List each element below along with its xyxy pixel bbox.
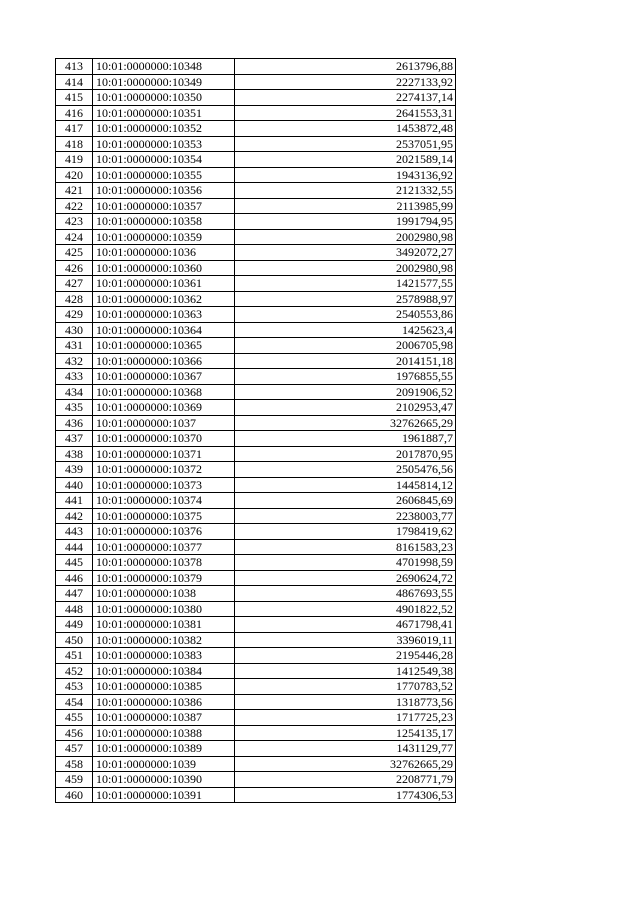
cadastral-number-cell: 10:01:0000000:1038 — [93, 586, 235, 602]
value-cell: 1991794,95 — [235, 214, 456, 230]
table-row — [56, 152, 456, 168]
row-number-cell: 421 — [56, 183, 93, 199]
table-row — [56, 570, 456, 586]
table-row — [56, 167, 456, 183]
row-number-cell: 444 — [56, 539, 93, 555]
table-row — [56, 307, 456, 323]
table-row — [56, 245, 456, 261]
value-cell: 2537051,95 — [235, 136, 456, 152]
cadastral-number-cell: 10:01:0000000:10352 — [93, 121, 235, 137]
value-cell: 4867693,55 — [235, 586, 456, 602]
data-table — [55, 58, 456, 803]
cadastral-number-cell: 10:01:0000000:10386 — [93, 694, 235, 710]
cadastral-number-cell: 10:01:0000000:10365 — [93, 338, 235, 354]
cadastral-number-cell: 10:01:0000000:10378 — [93, 555, 235, 571]
table-row — [56, 214, 456, 230]
row-number-cell: 458 — [56, 756, 93, 772]
row-number-cell: 435 — [56, 400, 93, 416]
cadastral-number-cell: 10:01:0000000:10375 — [93, 508, 235, 524]
table-row — [56, 369, 456, 385]
table-row — [56, 105, 456, 121]
value-cell: 4901822,52 — [235, 601, 456, 617]
cadastral-number-cell: 10:01:0000000:10382 — [93, 632, 235, 648]
cadastral-number-cell: 10:01:0000000:10368 — [93, 384, 235, 400]
value-cell: 32762665,29 — [235, 756, 456, 772]
cadastral-number-cell: 10:01:0000000:10370 — [93, 431, 235, 447]
row-number-cell: 446 — [56, 570, 93, 586]
cadastral-number-cell: 10:01:0000000:10350 — [93, 90, 235, 106]
cadastral-number-cell: 10:01:0000000:10356 — [93, 183, 235, 199]
table-row — [56, 741, 456, 757]
table-row — [56, 136, 456, 152]
row-number-cell: 426 — [56, 260, 93, 276]
value-cell: 2017870,95 — [235, 446, 456, 462]
table-row — [56, 725, 456, 741]
value-cell: 2021589,14 — [235, 152, 456, 168]
cadastral-number-cell: 10:01:0000000:10387 — [93, 710, 235, 726]
row-number-cell: 440 — [56, 477, 93, 493]
row-number-cell: 416 — [56, 105, 93, 121]
table-row — [56, 400, 456, 416]
cadastral-number-cell: 10:01:0000000:10362 — [93, 291, 235, 307]
row-number-cell: 452 — [56, 663, 93, 679]
value-cell: 1425623,4 — [235, 322, 456, 338]
value-cell: 2227133,92 — [235, 74, 456, 90]
value-cell: 2002980,98 — [235, 260, 456, 276]
value-cell: 2641553,31 — [235, 105, 456, 121]
value-cell: 2540553,86 — [235, 307, 456, 323]
table-row — [56, 260, 456, 276]
value-cell: 32762665,29 — [235, 415, 456, 431]
cadastral-number-cell: 10:01:0000000:10357 — [93, 198, 235, 214]
value-cell: 2014151,18 — [235, 353, 456, 369]
row-number-cell: 450 — [56, 632, 93, 648]
row-number-cell: 460 — [56, 787, 93, 803]
cadastral-number-cell: 10:01:0000000:10369 — [93, 400, 235, 416]
table-row — [56, 648, 456, 664]
value-cell: 1798419,62 — [235, 524, 456, 540]
table-row — [56, 415, 456, 431]
row-number-cell: 422 — [56, 198, 93, 214]
table-row — [56, 508, 456, 524]
row-number-cell: 451 — [56, 648, 93, 664]
row-number-cell: 437 — [56, 431, 93, 447]
value-cell: 2002980,98 — [235, 229, 456, 245]
row-number-cell: 441 — [56, 493, 93, 509]
cadastral-number-cell: 10:01:0000000:10363 — [93, 307, 235, 323]
row-number-cell: 430 — [56, 322, 93, 338]
cadastral-number-cell: 10:01:0000000:10371 — [93, 446, 235, 462]
cadastral-number-cell: 10:01:0000000:10358 — [93, 214, 235, 230]
cadastral-number-cell: 10:01:0000000:10359 — [93, 229, 235, 245]
row-number-cell: 425 — [56, 245, 93, 261]
row-number-cell: 449 — [56, 617, 93, 633]
row-number-cell: 427 — [56, 276, 93, 292]
table-row — [56, 462, 456, 478]
value-cell: 2606845,69 — [235, 493, 456, 509]
value-cell: 2208771,79 — [235, 772, 456, 788]
value-cell: 1717725,23 — [235, 710, 456, 726]
cadastral-number-cell: 10:01:0000000:10373 — [93, 477, 235, 493]
table-row — [56, 663, 456, 679]
table-row — [56, 586, 456, 602]
value-cell: 3492072,27 — [235, 245, 456, 261]
table-row — [56, 446, 456, 462]
cadastral-number-cell: 10:01:0000000:10372 — [93, 462, 235, 478]
row-number-cell: 439 — [56, 462, 93, 478]
table-body — [56, 59, 456, 803]
value-cell: 4701998,59 — [235, 555, 456, 571]
cadastral-number-cell: 10:01:0000000:10379 — [93, 570, 235, 586]
value-cell: 2578988,97 — [235, 291, 456, 307]
value-cell: 2091906,52 — [235, 384, 456, 400]
cadastral-number-cell: 10:01:0000000:10384 — [93, 663, 235, 679]
row-number-cell: 438 — [56, 446, 93, 462]
cadastral-number-cell: 10:01:0000000:10349 — [93, 74, 235, 90]
cadastral-number-cell: 10:01:0000000:10367 — [93, 369, 235, 385]
row-number-cell: 415 — [56, 90, 93, 106]
table-row — [56, 121, 456, 137]
cadastral-number-cell: 10:01:0000000:10364 — [93, 322, 235, 338]
row-number-cell: 443 — [56, 524, 93, 540]
row-number-cell: 454 — [56, 694, 93, 710]
row-number-cell: 455 — [56, 710, 93, 726]
value-cell: 2121332,55 — [235, 183, 456, 199]
value-cell: 1431129,77 — [235, 741, 456, 757]
row-number-cell: 418 — [56, 136, 93, 152]
row-number-cell: 434 — [56, 384, 93, 400]
cadastral-number-cell: 10:01:0000000:10377 — [93, 539, 235, 555]
table-row — [56, 229, 456, 245]
row-number-cell: 414 — [56, 74, 93, 90]
cadastral-number-cell: 10:01:0000000:10390 — [93, 772, 235, 788]
value-cell: 1943136,92 — [235, 167, 456, 183]
table-row — [56, 183, 456, 199]
row-number-cell: 419 — [56, 152, 93, 168]
value-cell: 4671798,41 — [235, 617, 456, 633]
table-row — [56, 90, 456, 106]
cadastral-number-cell: 10:01:0000000:10361 — [93, 276, 235, 292]
table-row — [56, 384, 456, 400]
table-row — [56, 772, 456, 788]
cadastral-number-cell: 10:01:0000000:10376 — [93, 524, 235, 540]
table-row — [56, 477, 456, 493]
value-cell: 1445814,12 — [235, 477, 456, 493]
table-row — [56, 291, 456, 307]
value-cell: 1770783,52 — [235, 679, 456, 695]
row-number-cell: 429 — [56, 307, 93, 323]
table-row — [56, 74, 456, 90]
table-row — [56, 276, 456, 292]
value-cell: 2505476,56 — [235, 462, 456, 478]
row-number-cell: 457 — [56, 741, 93, 757]
value-cell: 1961887,7 — [235, 431, 456, 447]
value-cell: 2238003,77 — [235, 508, 456, 524]
table-row — [56, 601, 456, 617]
value-cell: 1421577,55 — [235, 276, 456, 292]
table-row — [56, 617, 456, 633]
row-number-cell: 424 — [56, 229, 93, 245]
cadastral-number-cell: 10:01:0000000:10353 — [93, 136, 235, 152]
row-number-cell: 445 — [56, 555, 93, 571]
table-row — [56, 59, 456, 75]
cadastral-number-cell: 10:01:0000000:10355 — [93, 167, 235, 183]
value-cell: 8161583,23 — [235, 539, 456, 555]
table-row — [56, 756, 456, 772]
row-number-cell: 453 — [56, 679, 93, 695]
cadastral-number-cell: 10:01:0000000:10348 — [93, 59, 235, 75]
row-number-cell: 456 — [56, 725, 93, 741]
row-number-cell: 448 — [56, 601, 93, 617]
row-number-cell: 413 — [56, 59, 93, 75]
value-cell: 1976855,55 — [235, 369, 456, 385]
value-cell: 2006705,98 — [235, 338, 456, 354]
table-row — [56, 338, 456, 354]
table-row — [56, 493, 456, 509]
cadastral-number-cell: 10:01:0000000:1039 — [93, 756, 235, 772]
cadastral-number-cell: 10:01:0000000:10354 — [93, 152, 235, 168]
cadastral-number-cell: 10:01:0000000:10383 — [93, 648, 235, 664]
row-number-cell: 459 — [56, 772, 93, 788]
value-cell: 1453872,48 — [235, 121, 456, 137]
row-number-cell: 436 — [56, 415, 93, 431]
table-row — [56, 353, 456, 369]
cadastral-number-cell: 10:01:0000000:10389 — [93, 741, 235, 757]
cadastral-number-cell: 10:01:0000000:10381 — [93, 617, 235, 633]
table-row — [56, 555, 456, 571]
row-number-cell: 428 — [56, 291, 93, 307]
cadastral-number-cell: 10:01:0000000:1037 — [93, 415, 235, 431]
cadastral-number-cell: 10:01:0000000:10388 — [93, 725, 235, 741]
cadastral-number-cell: 10:01:0000000:10374 — [93, 493, 235, 509]
table-row — [56, 322, 456, 338]
cadastral-number-cell: 10:01:0000000:1036 — [93, 245, 235, 261]
row-number-cell: 420 — [56, 167, 93, 183]
value-cell: 2690624,72 — [235, 570, 456, 586]
row-number-cell: 423 — [56, 214, 93, 230]
table-row — [56, 198, 456, 214]
value-cell: 1774306,53 — [235, 787, 456, 803]
table-row — [56, 787, 456, 803]
table-row — [56, 694, 456, 710]
row-number-cell: 433 — [56, 369, 93, 385]
row-number-cell: 432 — [56, 353, 93, 369]
table-row — [56, 539, 456, 555]
cadastral-number-cell: 10:01:0000000:10391 — [93, 787, 235, 803]
cadastral-number-cell: 10:01:0000000:10366 — [93, 353, 235, 369]
cadastral-number-cell: 10:01:0000000:10360 — [93, 260, 235, 276]
row-number-cell: 442 — [56, 508, 93, 524]
value-cell: 2102953,47 — [235, 400, 456, 416]
table-row — [56, 524, 456, 540]
value-cell: 2274137,14 — [235, 90, 456, 106]
cadastral-number-cell: 10:01:0000000:10385 — [93, 679, 235, 695]
value-cell: 1318773,56 — [235, 694, 456, 710]
row-number-cell: 447 — [56, 586, 93, 602]
value-cell: 1254135,17 — [235, 725, 456, 741]
row-number-cell: 417 — [56, 121, 93, 137]
value-cell: 2613796,88 — [235, 59, 456, 75]
value-cell: 2195446,28 — [235, 648, 456, 664]
row-number-cell: 431 — [56, 338, 93, 354]
table-row — [56, 710, 456, 726]
table-row — [56, 431, 456, 447]
table-row — [56, 679, 456, 695]
value-cell: 3396019,11 — [235, 632, 456, 648]
table-row — [56, 632, 456, 648]
cadastral-number-cell: 10:01:0000000:10351 — [93, 105, 235, 121]
value-cell: 1412549,38 — [235, 663, 456, 679]
cadastral-number-cell: 10:01:0000000:10380 — [93, 601, 235, 617]
value-cell: 2113985,99 — [235, 198, 456, 214]
